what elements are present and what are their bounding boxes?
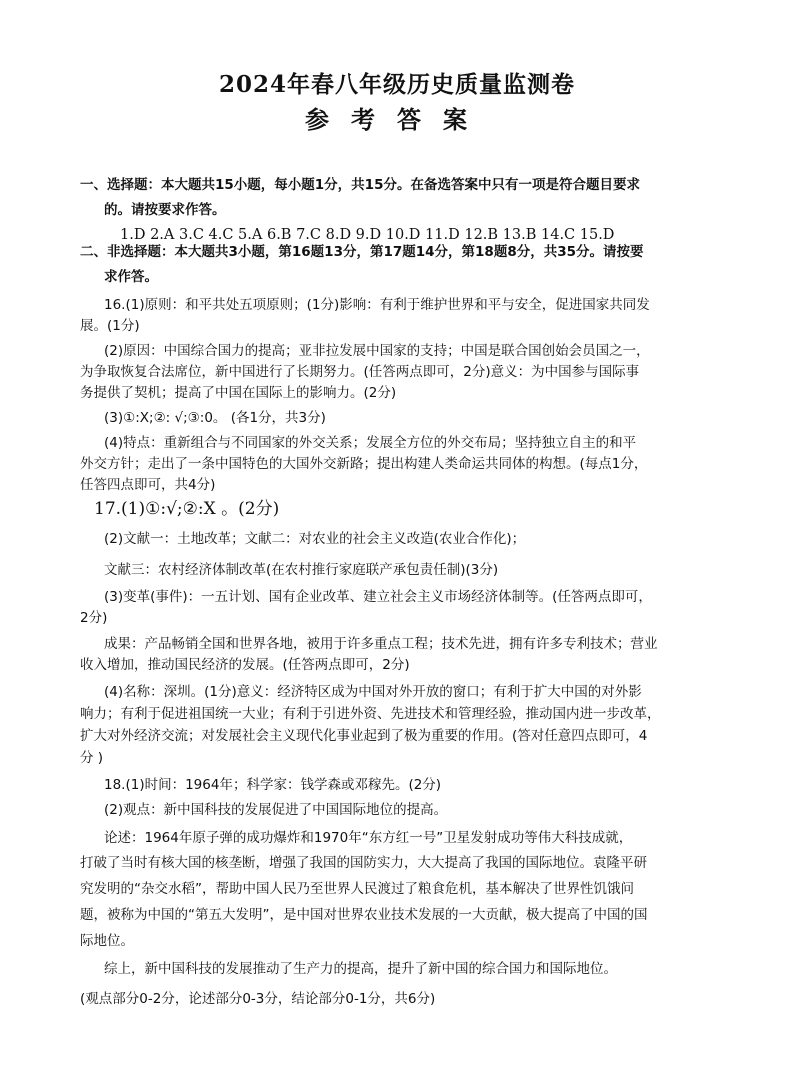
q16-part1-line1: 16.(1)原则：和平共处五项原则；(1分)影响：有利于维护世界和平与安全，促进国家共同发 [104,297,650,313]
q18-part1: 18.(1)时间：1964年；科学家：钱学森或邓稼先。(2分) [104,777,442,793]
q17-part2-line2: 文献三：农村经济体制改革(在农村推行家庭联产承包责任制)(3分) [104,562,499,578]
section2-instruction-line2: 求作答。 [104,269,158,285]
q17-part3-line3: 成果：产品畅销全国和世界各地，被用于许多重点工程；技术先进，拥有许多专利技术；营业 [104,636,658,652]
section1-instruction-line1: 一、选择题：本大题共15小题，每小题1分，共15分。在备选答案中只有一项是符合题目要求 [80,177,640,193]
section2-instruction-line1: 二、非选择题：本大题共3小题，第16题13分，第17题14分，第18题8分，共35分。请按要 [80,244,644,260]
q18-argument-line3: 究发明的“杂交水稻”，帮助中国人民乃至世界人民渡过了粮食危机，基本解决了世界性饥饿问 [80,881,634,897]
q17-part4-line2: 响力；有利于促进祖国统一大业；有利于引进外资、先进技术和管理经验，推动国内进一步改革， [80,706,661,722]
q18-argument-line2: 打破了当时有核大国的核垄断，增强了我国的国防实力，大大提高了我国的国际地位。袁隆平研 [80,855,647,871]
q17-part4-line4: 分 ) [80,750,104,766]
section1-instruction-line2: 的。请按要求作答。 [104,202,226,218]
q18-argument-line5: 际地位。 [80,933,134,949]
choice-answer-key: 1.D 2.A 3.C 4.C 5.A 6.B 7.C 8.D 9.D 10.D 11.D 12.B 13.B 14.C 15.D [120,227,615,243]
q18-conclusion: 综上，新中国科技的发展推动了生产力的提高，提升了新中国的综合国力和国际地位。 [104,961,617,977]
q17-part2-line1: (2)文献一：土地改革；文献二：对农业的社会主义改造(农业合作化)； [104,531,526,547]
q16-part4-line2: 外交方针；走出了一条中国特色的大国外交新路；提出构建人类命运共同体的构想。(每点1分， [80,456,648,472]
q18-scoring-note: (观点部分0-2分，论述部分0-3分，结论部分0-1分，共6分) [80,991,436,1007]
q17-part3-line4: 收入增加，推动国民经济的发展。(任答两点即可，2分) [80,657,410,673]
q16-part4-line1: (4)特点：重新组合与不同国家的外交关系；发展全方位的外交布局；坚持独立自主的和平 [104,435,637,451]
q17-part1: 17.(1)①:√;②:X 。(2分) [94,499,280,519]
q18-part2: (2)观点：新中国科技的发展促进了中国国际地位的提高。 [104,802,448,818]
q16-part2-line1: (2)原因：中国综合国力的提高；亚非拉发展中国家的支持；中国是联合国创始会员国之一， [104,343,650,359]
page-subtitle: 参考答案 [305,105,489,134]
q17-part4-line1: (4)名称：深圳。(1分)意义：经济特区成为中国对外开放的窗口；有利于扩大中国的对外影 [104,684,642,700]
q18-argument-line4: 题，被称为中国的“第五大发明”，是中国对世界农业技术发展的一大贡献，极大提高了中国的国 [80,907,648,923]
q18-argument-line1: 论述：1964年原子弹的成功爆炸和1970年“东方红一号”卫星发射成功等伟大科技成就， [104,830,633,846]
q16-part3: (3)①:X;②: √;③:0。 (各1分，共3分) [104,410,326,426]
q17-part4-line3: 扩大对外经济交流；对发展社会主义现代化事业起到了极为重要的作用。(答对任意四点即可，4 [80,728,648,744]
q17-part3-line2: 2分) [80,610,108,626]
q16-part2-line2: 为争取恢复合法席位，新中国进行了长期努力。(任答两点即可，2分)意义：为中国参与国际事 [80,364,640,380]
q16-part1-line2: 展。(1分) [80,318,140,334]
q16-part2-line3: 务提供了契机；提高了中国在国际上的影响力。(2分) [80,385,397,401]
q16-part4-line3: 任答四点即可，共4分) [80,477,216,493]
page-title: 2024年春八年级历史质量监测卷 [218,71,575,98]
q17-part3-line1: (3)变革(事件)：一五计划、国有企业改革、建立社会主义市场经济体制等。(任答两点即可， [104,589,652,605]
